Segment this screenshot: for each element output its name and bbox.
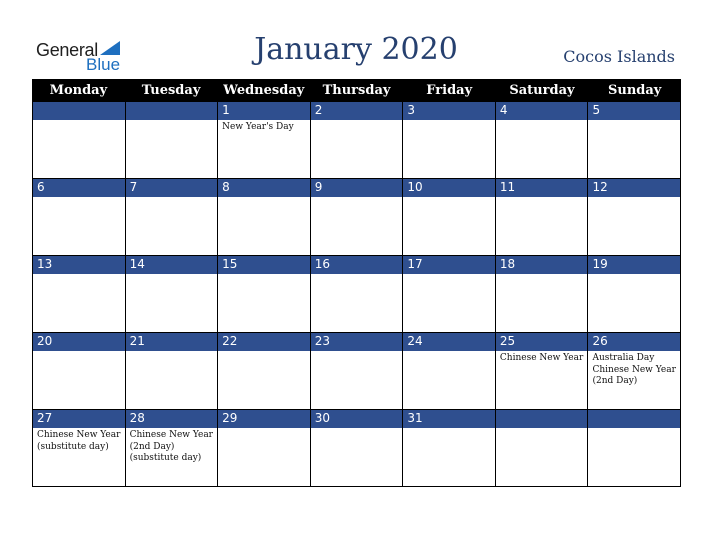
day-number: 22 bbox=[222, 334, 238, 348]
day-number: 3 bbox=[407, 103, 415, 117]
calendar-day bbox=[587, 333, 681, 410]
calendar-day bbox=[32, 333, 125, 410]
holiday-note: Chinese New Year bbox=[499, 353, 584, 363]
weekday-thursday: Thursday bbox=[322, 83, 391, 98]
calendar-day bbox=[587, 179, 681, 256]
day-number-bar bbox=[311, 410, 403, 428]
calendar-day bbox=[402, 410, 495, 487]
calendar-day bbox=[587, 256, 681, 333]
day-number: 18 bbox=[499, 257, 516, 271]
day-number: 24 bbox=[407, 334, 423, 348]
day-number: 21 bbox=[129, 334, 145, 348]
day-number-bar bbox=[588, 179, 680, 197]
calendar-day bbox=[402, 333, 495, 410]
weekday-tuesday: Tuesday bbox=[141, 83, 201, 98]
day-number: 5 bbox=[592, 103, 601, 117]
calendar-grid bbox=[32, 79, 681, 487]
day-number-bar bbox=[496, 179, 588, 197]
day-number-bar bbox=[218, 102, 310, 120]
day-number: 31 bbox=[407, 411, 423, 425]
region-label: Cocos Islands bbox=[563, 47, 675, 66]
day-number-bar bbox=[496, 333, 588, 351]
calendar-day bbox=[402, 256, 495, 333]
day-number-bar bbox=[218, 333, 310, 351]
day-number: 28 bbox=[129, 411, 145, 425]
calendar-day bbox=[32, 102, 125, 179]
day-number: 12 bbox=[592, 180, 608, 194]
calendar-week bbox=[32, 410, 681, 487]
day-number-bar bbox=[496, 102, 588, 120]
calendar-day bbox=[125, 333, 218, 410]
weekday-sunday: Sunday bbox=[607, 83, 662, 98]
day-number-bar bbox=[33, 256, 125, 274]
day-number-bar bbox=[588, 102, 680, 120]
calendar-week bbox=[32, 333, 681, 410]
logo-general-text: General bbox=[36, 40, 98, 60]
day-number-bar bbox=[311, 179, 403, 197]
day-number: 11 bbox=[499, 180, 516, 194]
day-number-bar bbox=[496, 410, 588, 428]
calendar-week bbox=[32, 256, 681, 333]
calendar-day bbox=[32, 256, 125, 333]
holiday-note: Chinese New Year (substitute day) bbox=[37, 430, 121, 452]
calendar-day bbox=[402, 179, 495, 256]
calendar-day bbox=[495, 256, 588, 333]
day-number-bar bbox=[496, 256, 588, 274]
day-number: 25 bbox=[499, 334, 516, 348]
day-number-bar bbox=[311, 256, 403, 274]
calendar-day bbox=[125, 410, 218, 487]
holiday-note: Australia Day Chinese New Year (2nd Day) bbox=[592, 353, 676, 386]
day-number-bar bbox=[126, 410, 218, 428]
day-number: 29 bbox=[222, 411, 238, 425]
day-number-bar bbox=[126, 102, 218, 120]
day-number: 8 bbox=[222, 180, 230, 194]
day-number-bar bbox=[311, 333, 403, 351]
logo-blue-text: Blue bbox=[86, 55, 121, 74]
day-number-bar bbox=[218, 179, 310, 197]
day-number: 4 bbox=[499, 103, 508, 117]
day-number-bar bbox=[218, 410, 310, 428]
day-number-bar bbox=[588, 410, 680, 428]
calendar-day bbox=[217, 256, 310, 333]
calendar-day bbox=[217, 179, 310, 256]
calendar-day bbox=[310, 410, 403, 487]
page-title: January 2020 bbox=[254, 32, 458, 67]
day-number-bar bbox=[403, 102, 495, 120]
calendar-day bbox=[495, 179, 588, 256]
day-number: 2 bbox=[314, 103, 323, 117]
day-number: 13 bbox=[37, 257, 53, 271]
calendar-day bbox=[495, 410, 588, 487]
calendar-day bbox=[310, 102, 403, 179]
weeks-container bbox=[32, 102, 681, 487]
calendar-day bbox=[125, 179, 218, 256]
weekday-friday: Friday bbox=[426, 83, 473, 98]
day-number: 6 bbox=[37, 180, 45, 194]
day-number: 1 bbox=[222, 103, 230, 117]
day-number-bar bbox=[33, 102, 125, 120]
weekday-header bbox=[32, 79, 681, 102]
weekday-saturday: Saturday bbox=[509, 83, 575, 98]
calendar-day bbox=[32, 410, 125, 487]
day-number: 27 bbox=[37, 411, 53, 425]
day-number-bar bbox=[126, 333, 218, 351]
day-number: 10 bbox=[407, 180, 423, 194]
day-number-bar bbox=[33, 333, 125, 351]
calendar-day bbox=[217, 333, 310, 410]
holiday-note: Chinese New Year (2nd Day) (substitute day) bbox=[129, 430, 213, 463]
calendar-week bbox=[32, 102, 681, 179]
day-number: 23 bbox=[314, 334, 331, 348]
day-number-bar bbox=[311, 102, 403, 120]
day-number-bar bbox=[33, 179, 125, 197]
calendar-day bbox=[310, 179, 403, 256]
day-number: 7 bbox=[129, 180, 138, 194]
calendar-day bbox=[125, 102, 218, 179]
weekday-monday: Monday bbox=[49, 83, 108, 98]
day-number: 17 bbox=[407, 257, 423, 271]
day-number: 20 bbox=[37, 334, 53, 348]
day-number-bar bbox=[403, 256, 495, 274]
day-number: 14 bbox=[129, 257, 145, 271]
calendar-day bbox=[587, 410, 681, 487]
day-number-bar bbox=[588, 256, 680, 274]
day-number-bar bbox=[403, 410, 495, 428]
calendar-day bbox=[495, 102, 588, 179]
day-number-bar bbox=[588, 333, 680, 351]
weekday-wednesday: Wednesday bbox=[223, 83, 305, 98]
calendar-day bbox=[587, 102, 681, 179]
day-number-bar bbox=[126, 179, 218, 197]
day-number-bar bbox=[126, 256, 218, 274]
day-number-bar bbox=[403, 179, 495, 197]
calendar-week bbox=[32, 179, 681, 256]
day-number: 30 bbox=[314, 411, 331, 425]
calendar-day bbox=[217, 102, 310, 179]
day-number: 26 bbox=[592, 334, 608, 348]
day-number-bar bbox=[33, 410, 125, 428]
calendar-day bbox=[32, 179, 125, 256]
day-number-bar bbox=[403, 333, 495, 351]
day-number: 19 bbox=[592, 257, 608, 271]
day-number: 16 bbox=[314, 257, 331, 271]
day-number: 9 bbox=[314, 180, 323, 194]
calendar-day bbox=[310, 256, 403, 333]
day-number-bar bbox=[218, 256, 310, 274]
day-number: 15 bbox=[222, 257, 238, 271]
calendar-day bbox=[310, 333, 403, 410]
holiday-note: New Year's Day bbox=[222, 122, 294, 132]
calendar-day bbox=[402, 102, 495, 179]
calendar-day bbox=[217, 410, 310, 487]
calendar-day bbox=[495, 333, 588, 410]
calendar-day bbox=[125, 256, 218, 333]
